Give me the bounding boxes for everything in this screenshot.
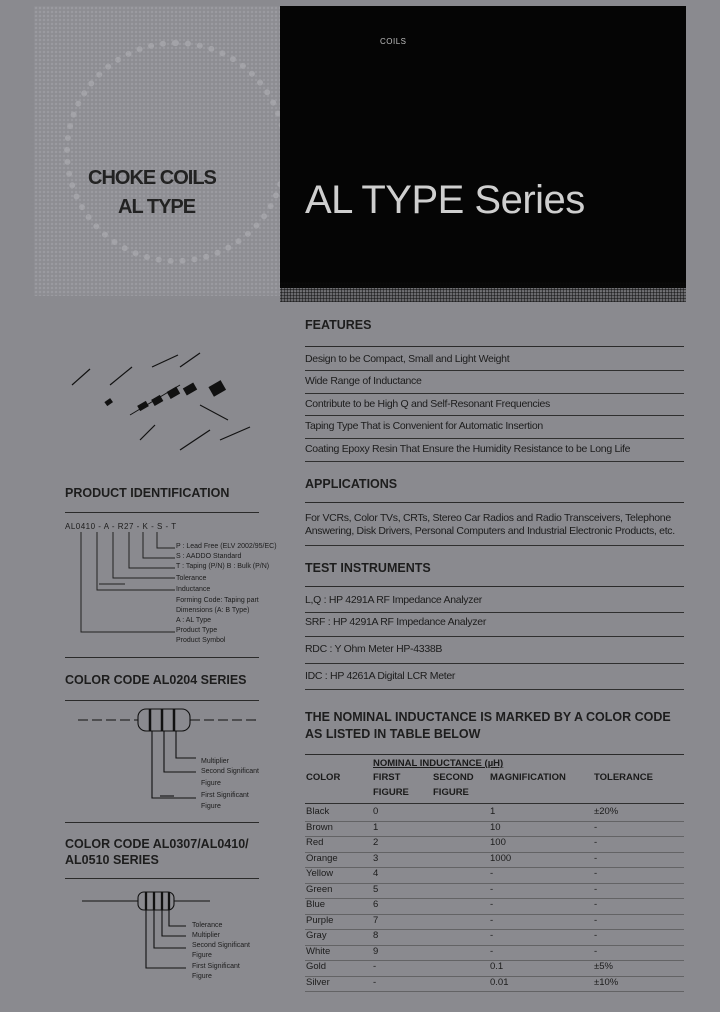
feature-item: Contribute to be High Q and Self-Resonant Frequencies [305,398,551,410]
table-cell: 9 [373,945,379,957]
pid-note: Tolerance [176,575,207,582]
table-row-divider [305,898,684,899]
table-cell: Yellow [306,868,334,879]
table-top-rule [305,754,684,755]
table-cell: White [306,945,331,957]
color-code-1-bottom-rule [65,822,259,823]
nominal-title-line1: THE NOMINAL INDUCTANCE IS MARKED BY A COLOR CODE [305,710,671,724]
instrument-item: IDC : HP 4261A Digital LCR Meter [305,670,456,682]
table-row-divider [305,867,684,868]
table-cell: - [594,899,598,910]
cc1-label: Figure [201,803,221,810]
pid-note: P : Lead Free (ELV 2002/95/EC) [176,543,277,550]
table-cell: ±10% [594,976,619,988]
color-code-2-title-line1: COLOR CODE AL0307/AL0410/ [65,837,249,851]
cc1-label: Multiplier [201,758,230,765]
pid-note: Product Symbol [176,637,226,644]
divider [305,612,684,613]
table-cell: 1000 [490,852,512,864]
table-header-rule [305,803,684,804]
table-cell: - [594,837,598,848]
divider [305,393,684,394]
table-cell: Red [306,837,324,848]
cc1-label: Figure [201,780,221,787]
table-group-header: NOMINAL INDUCTANCE (µH) [373,758,504,769]
cc2-label: Multiplier [192,932,221,939]
th-color: COLOR [306,772,341,783]
cc2-label: Figure [192,952,212,959]
instrument-item: SRF : HP 4291A RF Impedance Analyzer [305,616,487,628]
table-cell: - [490,868,494,879]
product-id-title: PRODUCT IDENTIFICATION [65,486,230,500]
table-cell: Orange [306,852,338,864]
divider [305,636,684,637]
divider [305,415,684,416]
table-row-divider [305,929,684,930]
title-box [280,6,686,288]
color-code-1-rule [65,700,259,701]
table-cell: Blue [306,899,326,910]
pid-note: Inductance [176,586,211,593]
image-text-al-type: AL TYPE [118,196,196,218]
table-cell: - [373,961,377,972]
product-id-bottom-rule [65,657,259,658]
table-cell: - [594,914,598,926]
divider [305,545,684,546]
components-photo [60,345,260,455]
table-cell: Purple [306,914,334,926]
cc2-label: First Significant [192,963,240,970]
pid-note: T : Taping (P/N) B : Bulk (P/N) [176,563,270,570]
table-cell: Green [306,883,333,895]
table-row-divider [305,991,684,992]
table-cell: 2 [373,837,379,848]
image-text-choke-coils: CHOKE COILS [88,167,216,189]
product-id-leader-lines [65,532,185,644]
nominal-title-line2: AS LISTED IN TABLE BELOW [305,727,481,741]
table-cell: - [490,945,494,957]
table-cell: 1 [490,806,496,817]
divider [305,370,684,371]
table-cell: ±5% [594,961,613,972]
color-code-2-title-line2: AL0510 SERIES [65,853,159,867]
feature-item: Wide Range of Inductance [305,375,422,387]
test-instruments-title: TEST INSTRUMENTS [305,561,431,575]
th-second-2: FIGURE [433,787,469,798]
cc2-label: Second Significant [192,942,250,949]
table-cell: 5 [373,883,379,895]
features-rule [305,346,684,347]
divider [305,461,684,462]
table-cell: 0.1 [490,961,504,972]
pid-note: A : AL Type [176,617,212,624]
table-cell: 100 [490,837,506,848]
table-cell: 6 [373,899,379,910]
table-row-divider [305,883,684,884]
th-first: FIRST [373,772,401,783]
page-title: AL TYPE Series [305,178,585,222]
color-code-2-rule [65,878,259,879]
feature-item: Taping Type That is Convenient for Automatic Insertion [305,420,543,432]
table-cell: 7 [373,914,379,926]
table-cell: 4 [373,868,379,879]
table-cell: - [594,852,598,864]
table-cell: - [594,883,598,895]
table-cell: Brown [306,821,333,833]
table-cell: 3 [373,852,379,864]
table-cell: - [490,914,494,926]
pid-note: Product Type [176,627,218,634]
product-code: AL0410 - A - R27 - K - S - T [65,522,177,531]
pid-note: Forming Code: Taping part [176,597,259,604]
table-cell: 1 [373,821,379,833]
table-cell: Black [306,806,330,817]
cc2-label: Tolerance [192,922,223,929]
table-cell: - [490,899,494,910]
table-cell: Gold [306,961,327,972]
divider [305,438,684,439]
table-cell: Gray [306,930,327,941]
applications-rule [305,502,684,503]
table-cell: - [594,821,598,833]
table-cell: ±20% [594,806,619,817]
table-row-divider [305,945,684,946]
instrument-item: L,Q : HP 4291A RF Impedance Analyzer [305,594,482,606]
applications-text: For VCRs, Color TVs, CRTs, Stereo Car Radios and Radio Transceivers, Telephone Answering, Disk Drivers, Personal Computers and Industrial Electronic Products, etc. [305,512,675,537]
product-id-rule [65,512,259,513]
divider [305,689,684,690]
cc1-label: Second Significant [201,768,259,775]
features-title: FEATURES [305,318,372,332]
table-row-divider [305,914,684,915]
table-cell: 8 [373,930,379,941]
cc1-label: First Significant [201,792,249,799]
table-cell: 0.01 [490,976,509,988]
instrument-item: RDC : Y Ohm Meter HP-4338B [305,643,443,655]
pid-note: S : AADDO Standard [176,553,242,560]
th-tolerance: TOLERANCE [594,772,653,783]
divider [305,663,684,664]
applications-title: APPLICATIONS [305,477,398,491]
table-cell: - [373,976,377,988]
table-cell: - [594,868,598,879]
th-first-2: FIGURE [373,787,409,798]
pid-note: Dimensions (A: B Type) [176,607,250,614]
feature-item: Design to be Compact, Small and Light Weight [305,353,510,365]
test-instruments-rule [305,586,684,587]
category-tag: COILS [380,37,407,46]
table-cell: Silver [306,976,330,988]
table-cell: 0 [373,806,379,817]
color-code-1-title: COLOR CODE AL0204 SERIES [65,673,247,687]
table-cell: - [594,945,598,957]
table-cell: 10 [490,821,501,833]
table-cell: - [490,930,494,941]
cc2-label: Figure [192,973,212,980]
feature-item: Coating Epoxy Resin That Ensure the Humidity Resistance to be Long Life [305,443,631,455]
title-box-dither [280,282,686,302]
table-cell: - [490,883,494,895]
th-magnification: MAGNIFICATION [490,772,566,783]
th-second: SECOND [433,772,474,783]
table-cell: - [594,930,598,941]
coil-product-image [64,40,288,264]
